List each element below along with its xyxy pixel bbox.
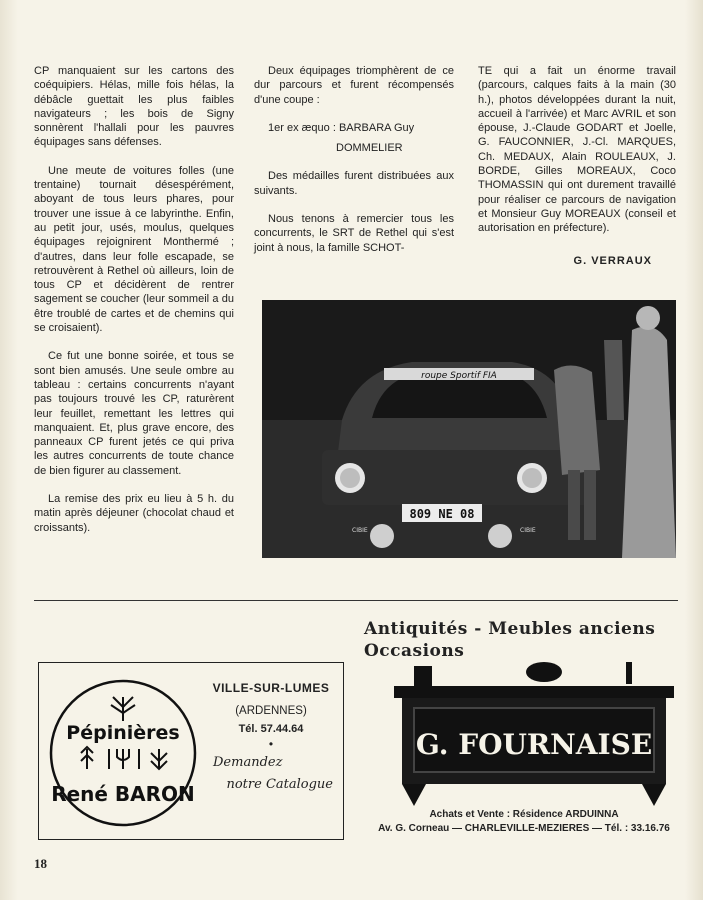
headlight-badge-right: CIBIE [520,527,536,534]
antiques-advertisement [364,618,684,848]
bullet: • [268,737,274,751]
photo-illustration [262,300,676,558]
author-signature: G. VERRAUX [573,254,652,267]
award-name-1: BARBARA Guy [338,121,415,134]
paragraph: Nous tenons à remercier tous les concurrents, le SRT de Rethel qui s'est joint à nous, la famille SCHOT- [254,213,454,254]
award-name-2: DOMMELIER [336,142,403,155]
paragraph: Des médailles furent distribuées aux suivants. [254,170,454,197]
antiques-address-line-2: Av. G. Corneau — CHARLEVILLE-MEZIERES — Tél. : 33.16.76 [378,823,670,834]
nursery-department: (ARDENNES) [235,705,307,717]
section-divider [34,600,678,601]
paragraph: Une meute de voitures folles (une trentaine) tournait désespérément, aboyant de tous leurs phares, pour trouver une issue à ce labyrinthe. Enfin, au petit jour, usés, moulus, quelques équipages rejoignirent Monthermé ; d'autres, dans leur folle escapade, se retrouvèrent à Rethel où ailleurs, loin de tous CP et décidèrent de rentrer sagement se coucher (leur sommeil a du être troublé de cartes et de chemins qui se croisaient). [34,164,234,335]
rally-car-photo [262,300,676,558]
nursery-contact [203,681,339,795]
award-rank: 1er ex æquo : [268,121,336,134]
logo-bottom-text: René BARON [51,782,195,806]
headlight-badge-left: CIBIE [352,527,368,534]
paragraph: Ce fut une bonne soirée, et tous se sont bien amusés. Une seule ombre au tableau : certains concurrents n'ayant pas toujours trouvé les CP, raturèrent leur feuillet, remettant les lettres qui manquaient. Et, plus grave encore, des panneaux CP furent jetés ce qui priva les autres concurrents de toute chance de bien figurer au classement. [34,350,234,477]
license-plate: 809 NE 08 [409,507,475,521]
antiques-title-1: Antiquités - Meubles anciens [364,619,656,639]
logo-top-text: Pépinières [66,722,180,744]
paragraph: La remise des prix eu lieu à 5 h. du matin après déjeuner (chocolat chaud et croissants). [34,493,234,534]
award-line [254,121,454,156]
catalogue-line-1: Demandez [213,755,283,770]
antiques-title-2: Occasions [364,641,465,661]
antiques-address [364,808,684,836]
windshield-banner: roupe Sportif FIA [421,371,497,381]
paragraph: TE qui a fait un énorme travail (parcours, calques faits à la main (30 h.), photos développées durant la nuit, accueil à l'arrivée) et Marc AVRIL et son épouse, J.-Claude GODART et Joelle, G. FAUCONNIER, J.-Cl. MARQUES, Ch. MEDAUX, Alain ROULEAUX, J. BORDE, Gilles MOREAUX, Coco THOMASSIN qui ont durement travaillé pour réaliser ce parcours de navigation et Monsieur Guy MOREAUX (conseil et autorisation en préfecture). [478,65,676,235]
antiques-address-line-1: Achats et Vente : Résidence ARDUINNA [429,809,619,820]
article-column-3 [478,64,676,268]
paragraph: CP manquaient sur les cartons des coéquipiers. Hélas, mille fois hélas, la débâcle guettait les plus faibles navigateurs ; les bois de Signy sonnèrent l'hallali pour les pauvres équipages sans défenses. [34,65,234,149]
sideboard-illustration [394,658,674,808]
paragraph: Deux équipages triomphèrent de ce dur parcours et furent récompensés d'une coupe : [254,65,454,106]
nursery-logo [47,677,199,829]
catalogue-line-2: notre Catalogue [226,777,333,792]
nursery-advertisement [38,662,344,840]
nursery-phone: Tél. 57.44.64 [238,723,304,735]
article-column-2 [254,64,454,269]
shop-name: G. FOURNAISE [415,728,653,761]
page-number: 18 [34,856,47,871]
article-column-1 [34,64,234,549]
nursery-town: VILLE-SUR-LUMES [212,681,330,695]
